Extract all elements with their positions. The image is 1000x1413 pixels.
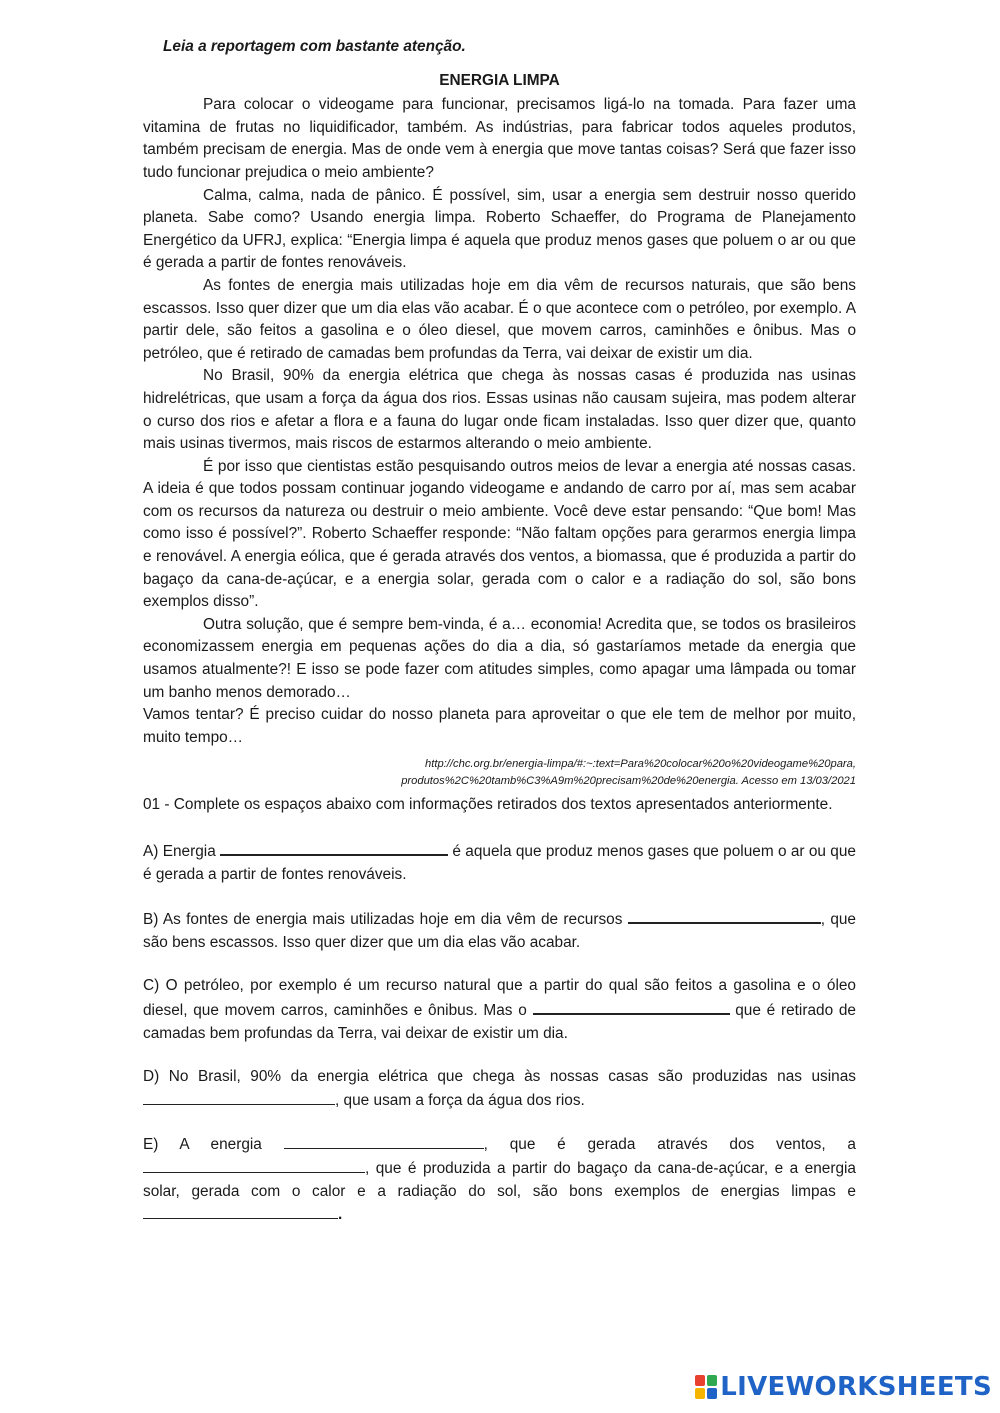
question-d-prefix: D) No Brasil, 90% da energia elétrica que chega às nossas casas são produzidas nas usinas — [143, 1068, 856, 1086]
answer-blank-c[interactable] — [533, 998, 730, 1015]
answer-blank-a[interactable] — [220, 839, 448, 856]
question-c-suffix: que é retirado de camadas bem profundas da Terra, vai deixar de existir um dia. — [143, 1001, 856, 1042]
question-c — [143, 975, 856, 1045]
question-b-suffix: , que são bens escassos. Isso quer dizer que um dia elas vão acabar. — [143, 911, 856, 951]
answer-blank-b[interactable] — [628, 907, 821, 924]
question-e-mid1: , que é gerada através dos ventos, a — [483, 1136, 856, 1154]
article-paragraph-6: Outra solução, que é sempre bem-vinda, é a… economia! Acredita que, se todos os brasileiros economizassem energia em pequenas ações do dia a dia, só gastaríamos metade da energia que usamos atualmente?! E isso se pode fazer com atitudes simples, como apagar uma lâmpada ou tomar um banho menos demorado… — [143, 615, 856, 701]
article-closing: Vamos tentar? É preciso cuidar do nosso planeta para aproveitar o que ele tem de melhor por muito, muito tempo… — [143, 706, 856, 746]
article-paragraph-1: Para colocar o videogame para funcionar, precisamos ligá-lo na tomada. Para fazer uma vitamina de frutas no liquidificador, também. As indústrias, para fabricar todos aqueles produtos, também precisam de energia. Mas de onde vem à energia que move tantas coisas? Será que fazer isso tudo funcionar prejudica o meio ambiente? — [143, 96, 856, 181]
question-a — [143, 839, 856, 886]
brand-name: LIVEWORKSHEETS — [720, 1372, 992, 1402]
question-b — [143, 907, 856, 954]
liveworksheets-logo-icon — [695, 1375, 717, 1399]
answer-blank-e1[interactable] — [284, 1133, 484, 1149]
article-paragraph-3: As fontes de energia mais utilizadas hoje em dia vêm de recursos naturais, que são bens escassos. Isso quer dizer que um dia elas vão acabar. É o que acontece com o petróleo, por exemplo. A partir dele, são feitos a gasolina e o óleo diesel, que movem carros, caminhões e ônibus. Mas o petróleo, que é retirado de camadas bem profundas da Terra, vai deixar de existir um dia. — [143, 276, 856, 362]
worksheet-page — [143, 36, 856, 1248]
question-c-prefix: C) O petróleo, por exemplo é um recurso natural que a partir do qual são feitos a gasolina e o óleo diesel, que movem carros, caminhões e ônibus. Mas o — [143, 977, 856, 1019]
question-a-suffix: é aquela que produz menos gases que poluem o ar ou que é gerada a partir de fontes renováveis. — [143, 843, 856, 883]
answer-blank-e3[interactable] — [143, 1203, 338, 1219]
liveworksheets-logo — [695, 1372, 992, 1402]
answer-blank-e2[interactable] — [143, 1157, 365, 1173]
question-e — [143, 1133, 856, 1226]
question-e-mid2: , que é produzida a partir do bagaço da cana-de-açúcar, e a energia solar, gerada com o calor e a radiação do sol, são bons exemplos de energias limpas e — [143, 1159, 856, 1200]
question-e-prefix: E) A energia — [143, 1136, 262, 1154]
question-d — [143, 1066, 856, 1112]
source-line-2: produtos%2C%20tamb%C3%A9m%20precisam%20de%20energia. Acesso em 13/03/2021 — [401, 774, 856, 787]
article-paragraph-5: É por isso que cientistas estão pesquisando outros meios de levar a energia até nossas casas. A ideia é que todos possam continuar jogando videogame e andando de carro por aí, mas sem acabar com os recursos da natureza ou destruir o meio ambiente. Você deve estar pensando: “Que bom! Mas como isso é possível?”. Roberto Schaeffer responde: “Não faltam opções para gerarmos energia limpa e renovável. A energia eólica, que é gerada através dos ventos, a biomassa, que é produzida a partir do bagaço da cana-de-açúcar, e a energia solar, gerada com o calor e a radiação do sol, são bons exemplos disso”. — [143, 457, 856, 611]
exercise-intro: 01 - Complete os espaços abaixo com informações retirados dos textos apresentados anteriormente. — [143, 796, 833, 814]
article-title: ENERGIA LIMPA — [439, 71, 560, 89]
source-line-1: http://chc.org.br/energia-limpa/#:~:text=Para%20colocar%20o%20videogame%20para, — [425, 758, 856, 771]
instruction-text: Leia a reportagem com bastante atenção. — [163, 38, 466, 55]
article-paragraph-2: Calma, calma, nada de pânico. É possível, sim, usar a energia sem destruir nosso querido planeta. Sabe como? Usando energia limpa. Roberto Schaeffer, do Programa de Planejamento Energético da UFRJ, explica: “Energia limpa é aquela que produz menos gases que poluem o ar ou que é gerada a partir de fontes renováveis. — [143, 186, 856, 272]
question-b-prefix: B) As fontes de energia mais utilizadas hoje em dia vêm de recursos — [143, 911, 623, 929]
answer-blank-d[interactable] — [143, 1089, 335, 1105]
source-citation — [143, 756, 856, 789]
question-d-suffix: , que usam a força da água dos rios. — [335, 1091, 585, 1109]
article-paragraph-4: No Brasil, 90% da energia elétrica que chega às nossas casas é produzida nas usinas hidrelétricas, que usam a força da água dos rios. Essas usinas não causam sujeira, mas podem alterar o curso dos rios e afetar a flora e a fauna do lugar onde ficam instaladas. Isso quer dizer que, quanto mais usinas tivermos, mais riscos de estarmos alterando o meio ambiente. — [143, 367, 856, 453]
question-e-suffix: . — [338, 1206, 343, 1224]
question-a-prefix: A) Energia — [143, 843, 216, 860]
